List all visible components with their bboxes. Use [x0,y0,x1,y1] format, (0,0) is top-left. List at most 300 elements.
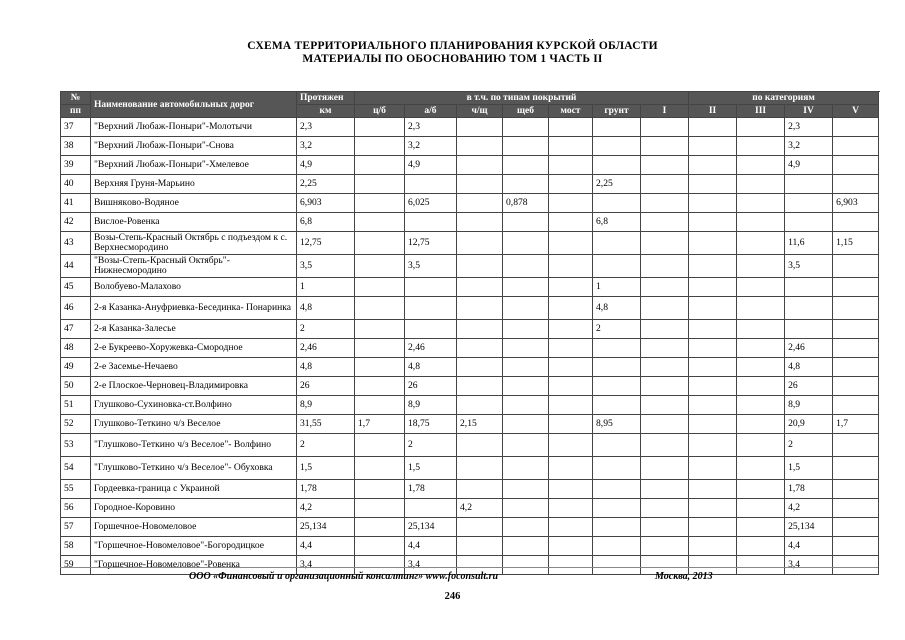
surface-cb [355,518,405,537]
category-3 [737,278,785,297]
surface-chsh [457,480,503,499]
surface-ab [405,499,457,518]
category-5: 6,903 [833,194,879,213]
category-5 [833,320,879,339]
row-number: 54 [61,457,91,480]
road-name: Верхняя Груня-Марьино [91,175,297,194]
category-4: 3,5 [785,255,833,278]
category-3 [737,377,785,396]
surface-most [549,137,593,156]
category-4: 4,9 [785,156,833,175]
surface-ab: 2,3 [405,118,457,137]
surface-cb [355,377,405,396]
header-length: Протяжен [297,92,355,105]
surface-cb [355,339,405,358]
length-km: 12,75 [297,232,355,255]
table-row [61,434,879,457]
category-2 [689,396,737,415]
row-number: 42 [61,213,91,232]
road-name: 2-я Казанка-Ануфриевка-Бесединка- Понаринка [91,297,297,320]
category-3 [737,118,785,137]
category-2 [689,480,737,499]
category-5 [833,480,879,499]
row-number: 52 [61,415,91,434]
length-km: 2 [297,320,355,339]
category-2 [689,255,737,278]
surface-most [549,377,593,396]
category-3 [737,457,785,480]
surface-chsh [457,232,503,255]
category-5 [833,278,879,297]
footer-rule [60,567,878,568]
surface-cb [355,137,405,156]
surface-most [549,297,593,320]
category-4: 4,8 [785,358,833,377]
surface-ab: 4,9 [405,156,457,175]
surface-grunt [593,194,641,213]
category-2 [689,297,737,320]
category-2 [689,175,737,194]
road-name: 2-я Казанка-Залесье [91,320,297,339]
row-number: 39 [61,156,91,175]
category-4: 2,46 [785,339,833,358]
category-1 [641,518,689,537]
surface-ab: 18,75 [405,415,457,434]
surface-chsh [457,457,503,480]
document-subtitle: МАТЕРИАЛЫ ПО ОБОСНОВАНИЮ ТОМ 1 ЧАСТЬ II [302,53,603,65]
surface-cb [355,232,405,255]
surface-cb [355,278,405,297]
category-1 [641,278,689,297]
table-row [61,377,879,396]
surface-grunt: 8,95 [593,415,641,434]
road-name: Возы-Степь-Красный Октябрь с подъездом к с. Верхнесмородино [91,232,297,255]
category-5 [833,457,879,480]
category-5 [833,213,879,232]
surface-chsh [457,156,503,175]
surface-shcheb [503,320,549,339]
category-5 [833,175,879,194]
surface-ab: 3,2 [405,137,457,156]
table-row [61,213,879,232]
category-3 [737,339,785,358]
surface-shcheb: 0,878 [503,194,549,213]
header-surface-group: в т.ч. по типам покрытий [355,92,689,105]
category-2 [689,278,737,297]
category-5 [833,377,879,396]
row-number: 41 [61,194,91,213]
category-3 [737,320,785,339]
header-road-name: Наименование автомобильных дорог [91,92,297,118]
table-row [61,396,879,415]
surface-cb [355,297,405,320]
surface-chsh [457,377,503,396]
surface-chsh: 2,15 [457,415,503,434]
road-name: "Глушково-Теткино ч/з Веселое"- Волфино [91,434,297,457]
category-3 [737,499,785,518]
surface-chsh [457,320,503,339]
category-3 [737,194,785,213]
length-km: 1 [297,278,355,297]
category-1 [641,377,689,396]
surface-grunt [593,499,641,518]
table-header [61,92,879,118]
surface-cb [355,434,405,457]
surface-shcheb [503,556,549,575]
surface-grunt [593,457,641,480]
row-number: 43 [61,232,91,255]
surface-most [549,255,593,278]
surface-shcheb [503,358,549,377]
surface-shcheb [503,156,549,175]
table-row [61,457,879,480]
category-2 [689,118,737,137]
row-number: 53 [61,434,91,457]
road-name: Гордеевка-граница с Украиной [91,480,297,499]
header-surface-cb: ц/б [355,105,405,118]
category-5 [833,255,879,278]
surface-cb [355,480,405,499]
surface-ab: 3,4 [405,556,457,575]
length-km: 26 [297,377,355,396]
surface-most [549,434,593,457]
table-row [61,320,879,339]
surface-most [549,320,593,339]
table-row [61,137,879,156]
surface-grunt [593,396,641,415]
header-length-unit: км [297,105,355,118]
length-km: 3,5 [297,255,355,278]
table-row [61,156,879,175]
header-num-sub: пп [61,105,91,118]
row-number: 45 [61,278,91,297]
surface-grunt [593,156,641,175]
surface-most [549,457,593,480]
surface-chsh [457,537,503,556]
row-number: 50 [61,377,91,396]
category-1 [641,358,689,377]
row-number: 49 [61,358,91,377]
road-name: "Верхний Любаж-Поныри"-Снова [91,137,297,156]
road-name: Вишнякoво-Водяное [91,194,297,213]
category-4 [785,297,833,320]
category-3 [737,255,785,278]
surface-ab: 8,9 [405,396,457,415]
surface-ab: 6,025 [405,194,457,213]
length-km: 25,134 [297,518,355,537]
surface-cb [355,537,405,556]
category-3 [737,396,785,415]
category-2 [689,213,737,232]
header-num: № [61,92,91,105]
surface-ab: 26 [405,377,457,396]
surface-ab [405,213,457,232]
category-4: 1,78 [785,480,833,499]
category-5 [833,537,879,556]
length-km: 4,8 [297,358,355,377]
length-km: 2,3 [297,118,355,137]
length-km: 3,2 [297,137,355,156]
row-number: 48 [61,339,91,358]
table-row [61,358,879,377]
surface-ab [405,320,457,339]
length-km: 4,4 [297,537,355,556]
surface-most [549,415,593,434]
surface-most [549,480,593,499]
surface-most [549,232,593,255]
length-km: 1,5 [297,457,355,480]
surface-ab: 1,78 [405,480,457,499]
page-number: 246 [444,591,461,602]
category-1 [641,118,689,137]
category-4: 8,9 [785,396,833,415]
category-1 [641,434,689,457]
surface-shcheb [503,537,549,556]
row-number: 47 [61,320,91,339]
row-number: 38 [61,137,91,156]
category-4: 20,9 [785,415,833,434]
surface-ab [405,175,457,194]
category-3 [737,175,785,194]
surface-most [549,358,593,377]
category-1 [641,457,689,480]
surface-most [549,396,593,415]
surface-ab: 2,46 [405,339,457,358]
row-number: 51 [61,396,91,415]
header-cat-3: III [737,105,785,118]
category-1 [641,320,689,339]
row-number: 55 [61,480,91,499]
category-5 [833,156,879,175]
surface-shcheb [503,278,549,297]
category-2 [689,156,737,175]
header-cat-5: V [833,105,879,118]
surface-ab: 4,4 [405,537,457,556]
row-number: 56 [61,499,91,518]
header-category-group: по категориям [689,92,879,105]
category-2 [689,457,737,480]
surface-grunt [593,137,641,156]
surface-grunt [593,434,641,457]
document-title: СХЕМА ТЕРРИТОРИАЛЬНОГО ПЛАНИРОВАНИЯ КУРСКОЙ ОБЛАСТИ [247,40,658,52]
road-name: "Верхний Любаж-Поныри"-Молотычи [91,118,297,137]
length-km: 8,9 [297,396,355,415]
category-1 [641,396,689,415]
header-cat-4: IV [785,105,833,118]
category-2 [689,137,737,156]
road-name: 2-е Засемье-Нечаево [91,358,297,377]
length-km: 6,903 [297,194,355,213]
table-body [61,118,879,575]
surface-shcheb [503,480,549,499]
surface-ab: 1,5 [405,457,457,480]
category-1 [641,213,689,232]
surface-cb [355,396,405,415]
table-row [61,175,879,194]
category-3 [737,137,785,156]
footer-city-year: Москва, 2013 [655,571,713,582]
surface-cb [355,457,405,480]
table-row [61,278,879,297]
surface-most [549,175,593,194]
surface-cb [355,118,405,137]
row-number: 46 [61,297,91,320]
surface-shcheb [503,518,549,537]
surface-grunt: 6,8 [593,213,641,232]
table-row [61,232,879,255]
surface-grunt [593,232,641,255]
surface-most [549,194,593,213]
length-km: 2,25 [297,175,355,194]
surface-chsh [457,278,503,297]
category-4: 3,2 [785,137,833,156]
category-1 [641,415,689,434]
table-row [61,518,879,537]
surface-shcheb [503,396,549,415]
category-4: 25,134 [785,518,833,537]
surface-ab: 2 [405,434,457,457]
category-1 [641,480,689,499]
category-5 [833,118,879,137]
category-2 [689,537,737,556]
category-2 [689,358,737,377]
road-name: "Горшечное-Новомеловое"-Богородицкое [91,537,297,556]
surface-cb [355,320,405,339]
length-km: 1,78 [297,480,355,499]
category-1 [641,156,689,175]
surface-grunt [593,255,641,278]
table-row [61,339,879,358]
surface-shcheb [503,137,549,156]
length-km: 4,8 [297,297,355,320]
surface-grunt: 2 [593,320,641,339]
category-5 [833,499,879,518]
row-number: 58 [61,537,91,556]
category-1 [641,339,689,358]
surface-chsh [457,175,503,194]
table-row [61,415,879,434]
surface-shcheb [503,499,549,518]
category-3 [737,537,785,556]
category-2 [689,434,737,457]
road-name: "Верхний Любаж-Поныри"-Хмелевое [91,156,297,175]
length-km: 6,8 [297,213,355,232]
surface-grunt: 1 [593,278,641,297]
road-name: Глушково-Теткино ч/з Веселое [91,415,297,434]
surface-most [549,518,593,537]
table-row [61,118,879,137]
surface-grunt [593,358,641,377]
category-4 [785,213,833,232]
category-3 [737,434,785,457]
category-5: 1,15 [833,232,879,255]
surface-cb [355,156,405,175]
surface-grunt [593,480,641,499]
category-2 [689,518,737,537]
category-2 [689,377,737,396]
surface-chsh [457,255,503,278]
category-4: 3,4 [785,556,833,575]
surface-grunt [593,377,641,396]
table-row [61,194,879,213]
category-3 [737,358,785,377]
category-1 [641,537,689,556]
table-row [61,480,879,499]
category-5: 1,7 [833,415,879,434]
surface-shcheb [503,213,549,232]
row-number: 57 [61,518,91,537]
surface-grunt [593,556,641,575]
table-row [61,297,879,320]
category-3 [737,556,785,575]
surface-chsh [457,297,503,320]
surface-shcheb [503,415,549,434]
category-2 [689,415,737,434]
surface-cb [355,255,405,278]
surface-chsh [457,137,503,156]
road-name: Горшечное-Новомеловое [91,518,297,537]
surface-shcheb [503,339,549,358]
header-cat-2: II [689,105,737,118]
surface-shcheb [503,118,549,137]
table-row [61,499,879,518]
surface-ab [405,278,457,297]
category-5 [833,358,879,377]
category-3 [737,480,785,499]
category-5 [833,137,879,156]
row-number: 59 [61,556,91,575]
road-name: "Возы-Степь-Красный Октябрь"- Нижнесмородино [91,255,297,278]
surface-shcheb [503,434,549,457]
header-surface-most: мост [549,105,593,118]
surface-grunt [593,537,641,556]
road-name: "Глушково-Теткино ч/з Веселое"- Обуховка [91,457,297,480]
surface-grunt: 2,25 [593,175,641,194]
surface-most [549,118,593,137]
category-4: 2,3 [785,118,833,137]
length-km: 4,2 [297,499,355,518]
surface-shcheb [503,232,549,255]
surface-most [549,537,593,556]
surface-most [549,499,593,518]
surface-shcheb [503,457,549,480]
category-3 [737,518,785,537]
category-5 [833,297,879,320]
road-name: 2-е Плоское-Черновец-Владимировка [91,377,297,396]
surface-chsh [457,396,503,415]
category-4 [785,194,833,213]
surface-cb [355,499,405,518]
surface-cb [355,175,405,194]
surface-cb [355,358,405,377]
surface-chsh [457,358,503,377]
length-km: 2 [297,434,355,457]
surface-ab: 12,75 [405,232,457,255]
length-km: 4,9 [297,156,355,175]
category-5 [833,556,879,575]
surface-chsh [457,213,503,232]
category-4: 26 [785,377,833,396]
header-surface-grunt: грунт [593,105,641,118]
length-km: 3,4 [297,556,355,575]
category-1 [641,232,689,255]
surface-cb: 1,7 [355,415,405,434]
header-surface-shcheb: щеб [503,105,549,118]
category-1 [641,175,689,194]
surface-grunt [593,339,641,358]
surface-shcheb [503,255,549,278]
surface-grunt: 4,8 [593,297,641,320]
